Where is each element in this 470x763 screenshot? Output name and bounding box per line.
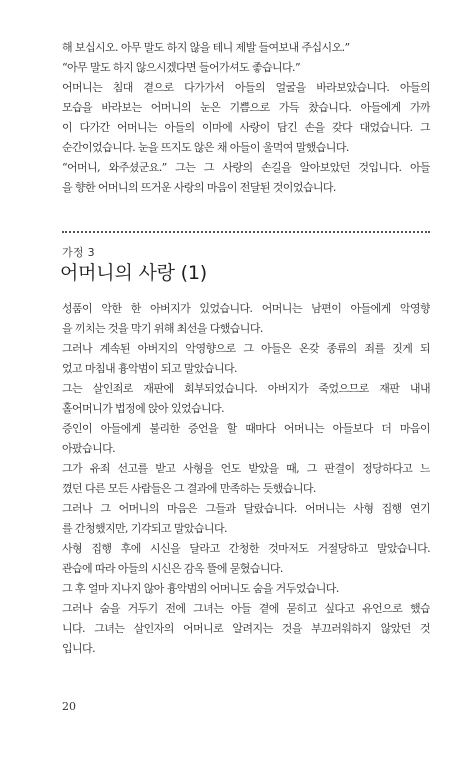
story-body-line: 아팠습니다. <box>62 442 116 455</box>
story-body-line: 를 간청했지만, 기각되고 말았습니다. <box>62 522 227 535</box>
previous-story-line: “아무 말도 하지 않으시겠다면 들어가셔도 좋습니다.” <box>62 61 300 74</box>
chapter-label: 가정 3 <box>62 246 95 259</box>
section-divider <box>62 231 430 233</box>
story-body-line: 꼈던 다른 모든 사람들은 그 결과에 만족하는 듯했습니다. <box>62 482 316 495</box>
previous-story-line: 순간이었습니다. 눈을 뜨지도 않은 채 아들이 울먹여 말했습니다. <box>62 141 349 154</box>
story-body-line: 성품이 악한 한 아버지가 있었습니다. 어머니는 남편이 아들에게 악영향 <box>62 302 430 315</box>
previous-story-line: 모습을 바라보는 어머니의 눈은 기쁨으로 가득 찼습니다. 아들에게 가까 <box>62 101 430 114</box>
story-body-line: 증인이 아들에게 불리한 증언을 할 때마다 어머니는 아들보다 더 마음이 <box>62 422 430 435</box>
story-body <box>62 299 430 659</box>
previous-story-line: 이 다가간 어머니는 아들의 이마에 사랑이 담긴 손을 갖다 대었습니다. 그 <box>62 121 430 134</box>
story-body-line: 입니다. <box>62 642 95 655</box>
story-body-line: 니다. 그녀는 살인자의 어머니로 알려지는 것을 부끄러워하지 않았던 것 <box>62 622 430 635</box>
story-body-line: 그러나 숨을 거두기 전에 그녀는 아들 곁에 묻히고 싶다고 유언으로 했습 <box>62 602 430 615</box>
story-body-line: 홀어머니가 법정에 앉아 있었습니다. <box>62 402 224 415</box>
story-body-line: 그 후 얼마 지나지 않아 흉악범의 어머니도 숨을 거두었습니다. <box>62 582 339 595</box>
previous-story-line: 어머니는 침대 곁으로 다가가서 아들의 얼굴을 바라보았습니다. 아들의 <box>62 81 430 94</box>
story-body-line: 었고 마침내 흉악범이 되고 말았습니다. <box>62 362 237 375</box>
story-body-line: 그는 살인죄로 재판에 회부되었습니다. 아버지가 죽었으므로 재판 내내 <box>62 382 430 395</box>
previous-story-line: “어머니, 와주셨군요.” 그는 그 사랑의 손길을 알아보았던 것입니다. 아들 <box>62 161 430 174</box>
chapter-title: 어머니의 사랑 (1) <box>60 262 207 284</box>
page-number: 20 <box>62 700 76 713</box>
story-body-line: 그러나 계속된 아버지의 악영향으로 그 아들은 온갖 종류의 죄를 짓게 되 <box>62 342 430 355</box>
story-body-line: 사형 집행 후에 시신을 달라고 간청한 것마저도 거절당하고 말았습니다. <box>62 542 430 555</box>
previous-story-continuation <box>62 38 430 198</box>
story-body-line: 그가 유죄 선고를 받고 사형을 언도 받았을 때, 그 판결이 정당하다고 느 <box>62 462 430 475</box>
story-body-line: 그러나 그 어머니의 마음은 그들과 달랐습니다. 어머니는 사형 집행 연기 <box>62 502 430 515</box>
previous-story-line: 을 향한 어머니의 뜨거운 사랑의 마음이 전달된 것이었습니다. <box>62 181 336 194</box>
story-body-line: 관습에 따라 아들의 시신은 감옥 뜰에 묻혔습니다. <box>62 562 283 575</box>
story-body-line: 을 끼치는 것을 막기 위해 최선을 다했습니다. <box>62 322 263 335</box>
previous-story-line: 해 보십시오. 아무 말도 하지 않을 테니 제발 들여보내 주십시오.” <box>62 41 350 54</box>
